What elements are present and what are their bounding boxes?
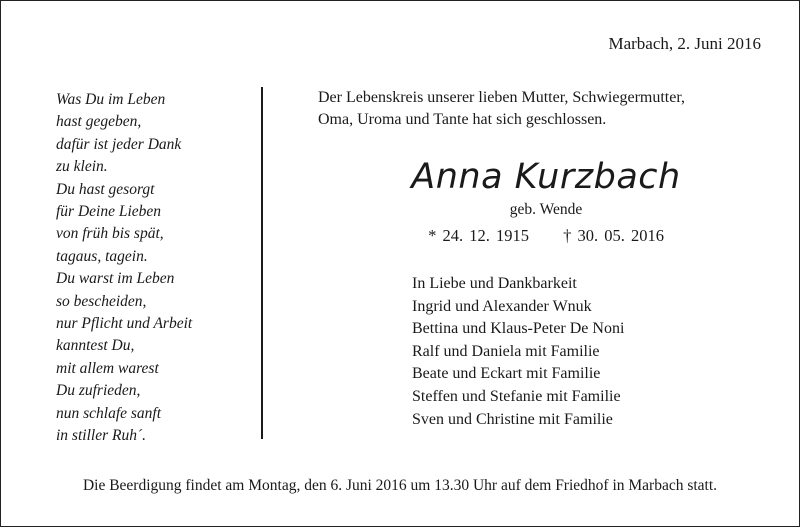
maiden-name: geb. Wende — [509, 201, 583, 218]
poem-line: Du hast gesorgt — [56, 180, 155, 198]
life-dates — [301, 226, 791, 246]
birth-date: * 24. 12. 1915 — [428, 226, 529, 245]
poem-line: tagaus, tagein. — [56, 247, 148, 265]
date-line: Marbach, 2. Juni 2016 — [608, 34, 761, 53]
funeral-notice: Die Beerdigung findet am Montag, den 6. Juni 2016 um 13.30 Uhr auf dem Friedhof in Marbach statt. — [82, 477, 718, 494]
poem-line: nun schlafe sanft — [56, 404, 162, 422]
poem-line: dafür ist jeder Dank — [56, 135, 182, 153]
poem-line: mit allem warest — [56, 359, 159, 377]
mourner-line: Steffen und Stefanie mit Familie — [412, 387, 621, 405]
mourner-line: Beate und Eckart mit Familie — [412, 365, 601, 383]
poem-line: von früh bis spät, — [56, 225, 164, 243]
intro-line: Oma, Uroma und Tante hat sich geschlossen. — [318, 111, 607, 128]
vertical-divider — [261, 87, 263, 439]
poem-line: kanntest Du, — [56, 337, 135, 355]
mourner-line: Sven und Christine mit Familie — [412, 410, 613, 428]
poem-line: hast gegeben, — [56, 113, 142, 131]
mourner-line: Ingrid und Alexander Wnuk — [412, 297, 592, 315]
death-date: † 30. 05. 2016 — [563, 226, 664, 245]
poem-line: nur Pflicht und Arbeit — [56, 315, 193, 333]
poem-line: so bescheiden, — [56, 292, 147, 310]
poem-line: Du zufrieden, — [56, 382, 141, 400]
mourners-list — [412, 273, 624, 431]
poem — [56, 89, 246, 448]
intro-text — [318, 87, 778, 131]
poem-line: für Deine Lieben — [56, 203, 162, 221]
poem-line: Was Du im Leben — [56, 91, 166, 108]
mourner-line: Bettina und Klaus-Peter De Noni — [412, 320, 625, 338]
poem-line: zu klein. — [56, 158, 108, 176]
poem-line: Du warst im Leben — [56, 270, 175, 288]
mourner-line: In Liebe und Dankbarkeit — [412, 275, 577, 292]
mourner-line: Ralf und Daniela mit Familie — [412, 342, 600, 360]
deceased-name: Anna Kurzbach — [411, 157, 681, 197]
poem-line: in stiller Ruh´. — [56, 427, 146, 445]
intro-line: Der Lebenskreis unserer lieben Mutter, Schwiegermutter, — [318, 89, 686, 106]
